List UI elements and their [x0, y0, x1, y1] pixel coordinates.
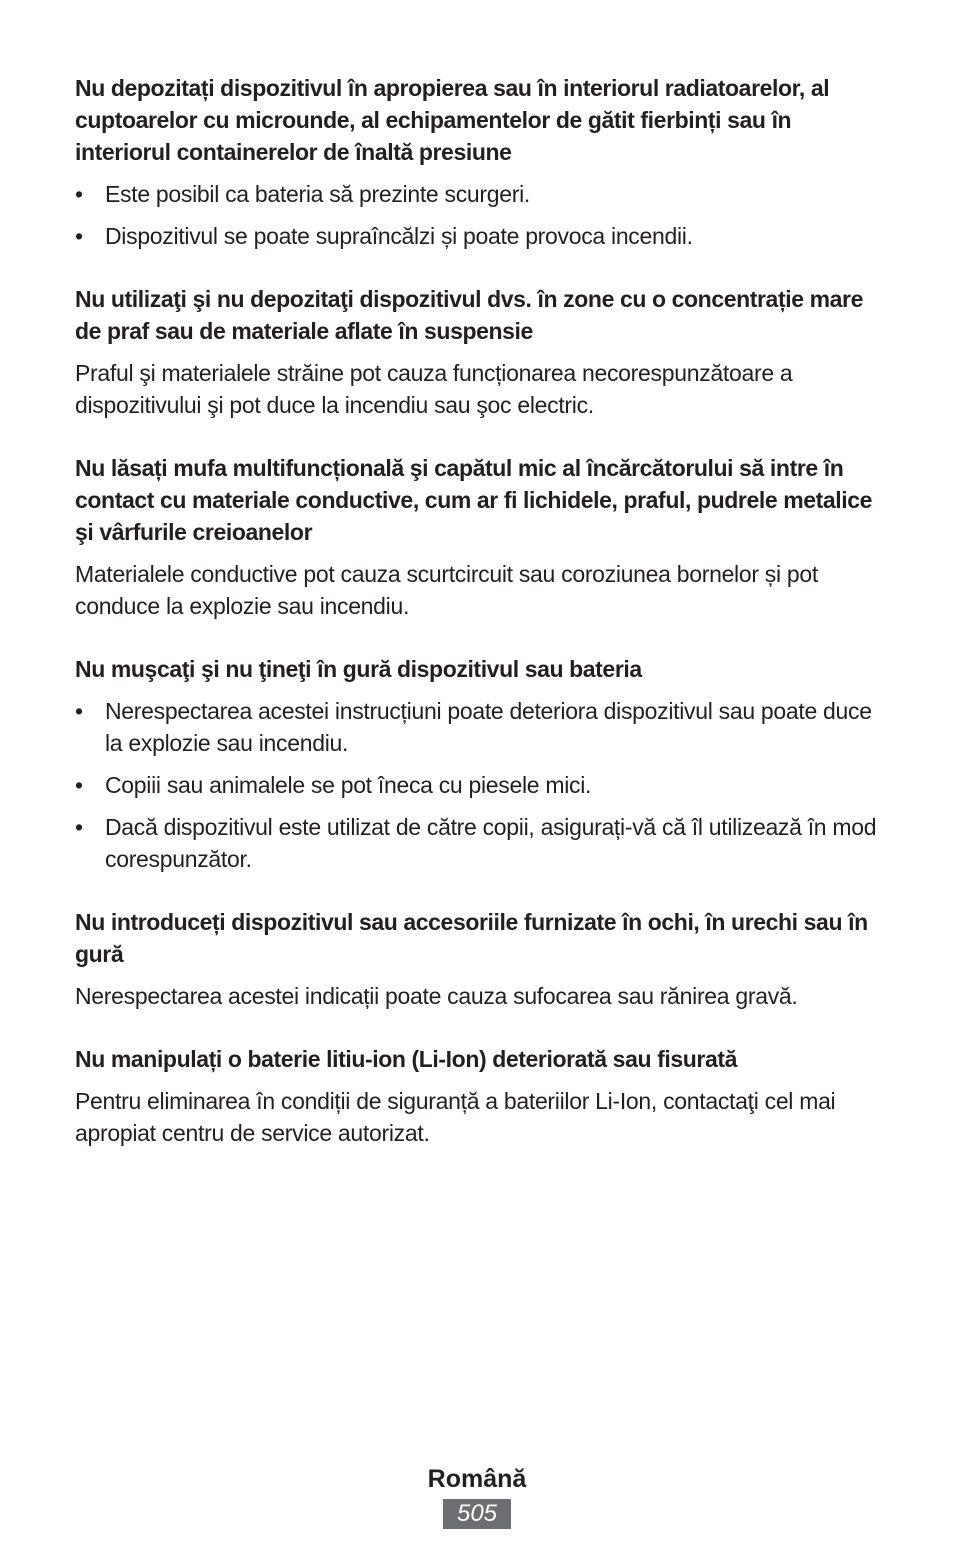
list-item-text: Copiii sau animalele se pot îneca cu piesele mici.: [105, 772, 592, 798]
list-item-text: Dacă dispozitivul este utilizat de către copii, asigurați-vă că îl utilizează în mod corespunzător.: [105, 814, 877, 872]
section-heading: Nu manipulați o baterie litiu-ion (Li-Ion) deteriorată sau fisurată: [75, 1046, 737, 1072]
bullet-list: [75, 695, 890, 875]
bullet-list: [75, 178, 890, 252]
section-conductive-materials: [75, 452, 890, 622]
list-item-text: Dispozitivul se poate supraîncălzi și poate provoca incendii.: [105, 223, 693, 249]
section-heading: Nu depozitați dispozitivul în apropierea sau în interiorul radiatoarelor, al cuptoarelor cu microunde, al echipamentelor de gătit fierbinți sau în interiorul containerelor de înaltă presiune: [75, 75, 830, 165]
document-body: [75, 72, 890, 1180]
section-heading: Nu lăsați mufa multifuncțională şi capătul mic al încărcătorului să intre în contact cu materiale conductive, cum ar fi lichidele, praful, pudrele metalice şi vârfurile creioanelor: [75, 455, 873, 545]
section-heat-sources: [75, 72, 890, 252]
section-eyes-ears-mouth: [75, 906, 890, 1012]
section-heading: Nu utilizaţi şi nu depozitaţi dispozitivul dvs. în zone cu o concentrație mare de praf sau de materiale aflate în suspensie: [75, 286, 863, 344]
list-item: [75, 769, 890, 801]
list-item-text: Nerespectarea acestei instrucțiuni poate deteriora dispozitivul sau poate duce la explozie sau incendiu.: [105, 698, 872, 756]
bullet-icon: •: [75, 698, 83, 724]
bullet-icon: •: [75, 772, 83, 798]
footer-language: Română: [427, 1465, 527, 1493]
list-item: [75, 178, 890, 210]
bullet-icon: •: [75, 181, 83, 207]
bullet-icon: •: [75, 814, 83, 840]
section-heading: Nu muşcaţi şi nu ţineţi în gură dispozitivul sau bateria: [75, 656, 642, 682]
section-damaged-battery: [75, 1043, 890, 1149]
section-paragraph: Materialele conductive pot cauza scurtcircuit sau coroziunea bornelor și pot conduce la explozie sau incendiu.: [75, 561, 818, 619]
bullet-icon: •: [75, 223, 83, 249]
list-item: [75, 695, 890, 759]
list-item: [75, 220, 890, 252]
page-number: 505: [443, 1499, 511, 1529]
section-heading: Nu introduceți dispozitivul sau accesoriile furnizate în ochi, în urechi sau în gură: [75, 909, 868, 967]
section-paragraph: Nerespectarea acestei indicații poate cauza sufocarea sau rănirea gravă.: [75, 983, 798, 1009]
list-item: [75, 811, 890, 875]
list-item-text: Este posibil ca bateria să prezinte scurgeri.: [105, 181, 530, 207]
section-dust: [75, 283, 890, 421]
section-biting: [75, 653, 890, 875]
section-paragraph: Praful şi materialele străine pot cauza funcționarea necorespunzătoare a dispozitivului şi pot duce la incendiu sau şoc electric.: [75, 360, 793, 418]
page-footer: [0, 1462, 954, 1529]
section-paragraph: Pentru eliminarea în condiții de siguranță a bateriilor Li-Ion, contactaţi cel mai apropiat centru de service autorizat.: [75, 1088, 836, 1146]
